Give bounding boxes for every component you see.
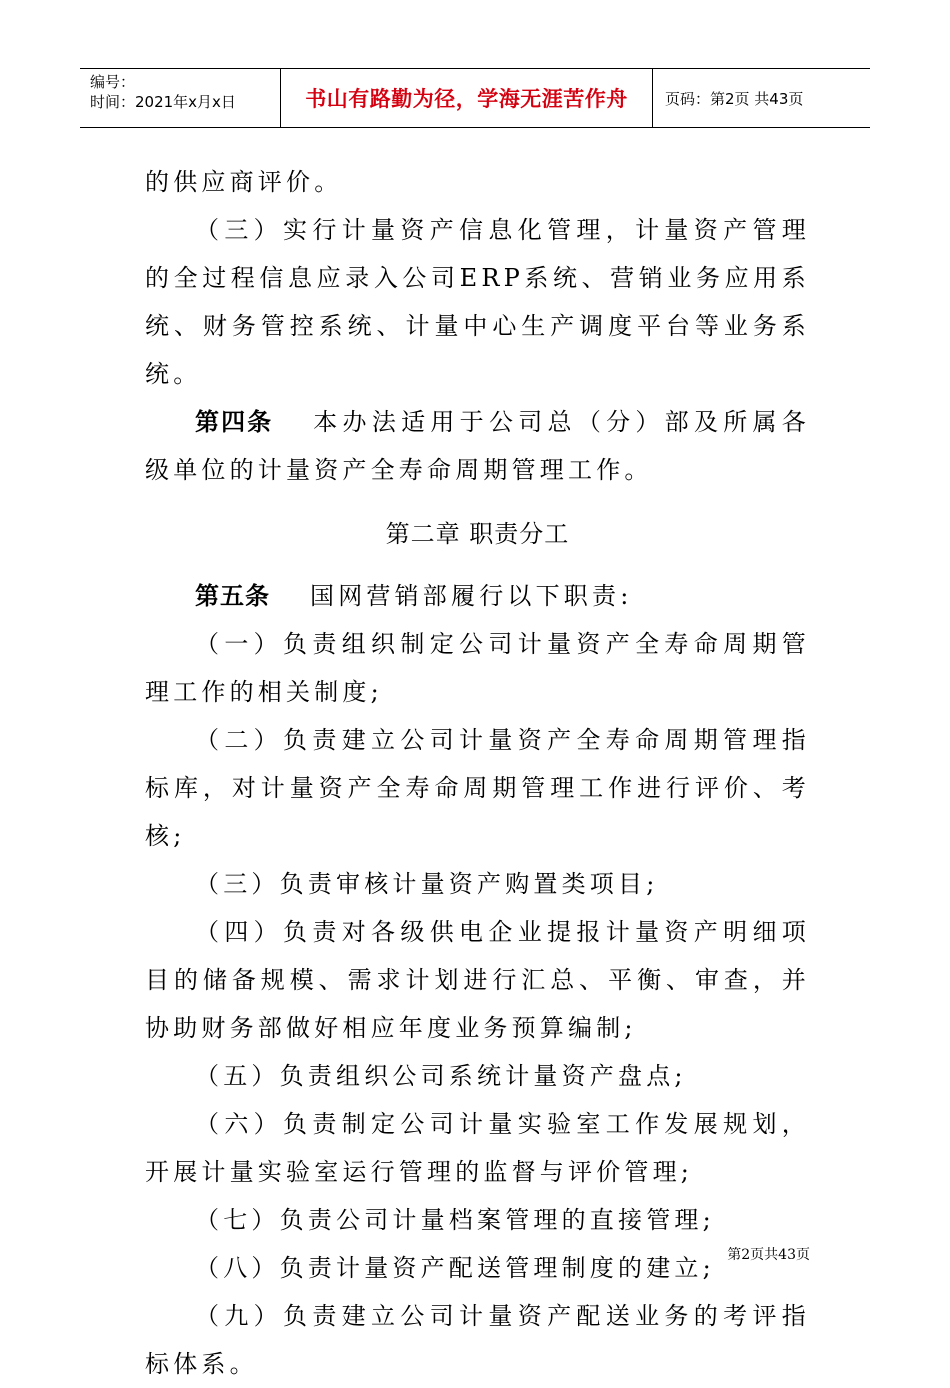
page-footer: 第2页共43页 xyxy=(727,1247,810,1263)
article-title: 第五条 xyxy=(195,582,270,610)
list-item: （六）负责制定公司计量实验室工作发展规划，开展计量实验室运行管理的监督与评价管理; xyxy=(145,1110,810,1186)
article-text: 国网营销部履行以下职责: xyxy=(310,582,633,610)
article-5 xyxy=(145,572,810,620)
header-page-info: 页码：第2页 共43页 xyxy=(665,89,804,108)
paragraph: 的供应商评价。 xyxy=(145,168,343,196)
chapter-heading: 第二章 职责分工 xyxy=(385,520,570,548)
list-item: （八）负责计量资产配送管理制度的建立; xyxy=(195,1254,715,1282)
list-item: （五）负责组织公司系统计量资产盘点; xyxy=(195,1062,687,1090)
list-item: （四）负责对各级供电企业提报计量资产明细项目的储备规模、需求计划进行汇总、平衡、审查，并协助财务部做好相应年度业务预算编制; xyxy=(145,918,810,1042)
paragraph: （三）实行计量资产信息化管理，计量资产管理的全过程信息应录入公司ERP系统、营销业务应用系统、财务管控系统、计量中心生产调度平台等业务系统。 xyxy=(145,216,810,388)
date-label: 时间：2021年x月x日 xyxy=(90,93,236,111)
article-title: 第四条 xyxy=(195,408,274,436)
header-meta xyxy=(80,69,281,127)
list-item: （九）负责建立公司计量资产配送业务的考评指标体系。 xyxy=(145,1302,810,1378)
page-header xyxy=(80,68,870,128)
document-body xyxy=(145,158,810,1388)
list-item: （三）负责审核计量资产购置类项目; xyxy=(195,870,659,898)
number-label: 编号： xyxy=(90,73,136,91)
list-item: （一）负责组织制定公司计量资产全寿命周期管理工作的相关制度; xyxy=(145,630,810,706)
header-motto: 书山有路勤为径，学海无涯苦作舟 xyxy=(281,69,653,127)
list-item: （七）负责公司计量档案管理的直接管理; xyxy=(195,1206,715,1234)
list-item: （二）负责建立公司计量资产全寿命周期管理指标库，对计量资产全寿命周期管理工作进行评价、考核; xyxy=(145,726,810,850)
article-4 xyxy=(145,398,810,494)
article-text: 本办法适用于公司总（分）部及所属各级单位的计量资产全寿命周期管理工作。 xyxy=(145,408,811,484)
